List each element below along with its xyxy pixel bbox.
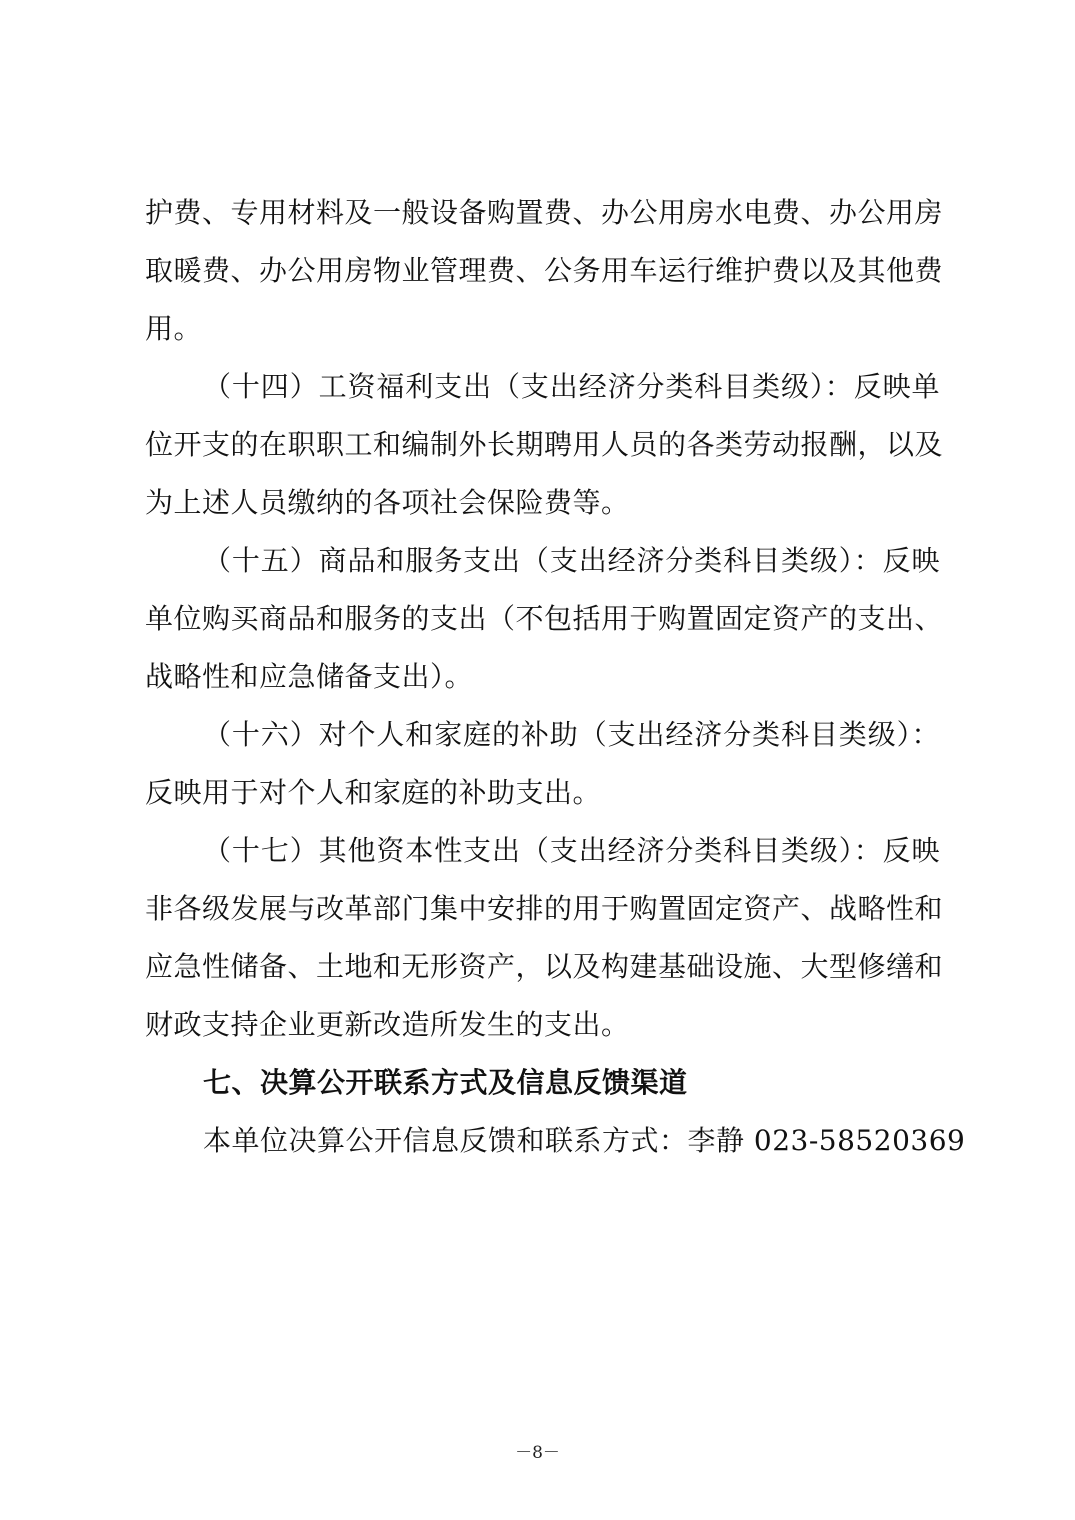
text-line: （十七）其他资本性支出（支出经济分类科目类级）：反映 xyxy=(203,834,940,867)
paragraph-item-15 xyxy=(145,532,944,706)
text-line: 战略性和应急储备支出）。 xyxy=(145,660,474,693)
text-line: 财政支持企业更新改造所发生的支出。 xyxy=(145,1008,630,1041)
section-heading: 七、决算公开联系方式及信息反馈渠道 xyxy=(203,1066,688,1099)
text-line: 用。 xyxy=(145,312,203,345)
text-line: 位开支的在职职工和编制外长期聘用人员的各类劳动报酬，以及 xyxy=(145,428,944,461)
text-line: 非各级发展与改革部门集中安排的用于购置固定资产、战略性和 xyxy=(145,892,944,925)
document-body xyxy=(145,184,966,1170)
text-line: （十四）工资福利支出（支出经济分类科目类级）：反映单 xyxy=(203,370,940,403)
text-line: 应急性储备、土地和无形资产，以及构建基础设施、大型修缮和 xyxy=(145,950,944,983)
text-line: 护费、专用材料及一般设备购置费、办公用房水电费、办公用房 xyxy=(145,196,944,229)
paragraph-item-16 xyxy=(145,706,940,822)
text-line: 单位购买商品和服务的支出（不包括用于购置固定资产的支出、 xyxy=(145,602,944,635)
page-number: －8－ xyxy=(515,1443,560,1463)
paragraph-item-17 xyxy=(145,822,944,1054)
continuation-paragraph xyxy=(145,184,944,358)
text-line: （十五）商品和服务支出（支出经济分类科目类级）：反映 xyxy=(203,544,940,577)
paragraph-item-14 xyxy=(145,358,944,532)
text-line: 为上述人员缴纳的各项社会保险费等。 xyxy=(145,486,630,519)
text-line: 反映用于对个人和家庭的补助支出。 xyxy=(145,776,602,809)
text-line: （十六）对个人和家庭的补助（支出经济分类科目类级）： xyxy=(203,718,940,751)
contact-line: 本单位决算公开信息反馈和联系方式：李静 023-58520369 xyxy=(203,1124,966,1157)
text-line: 取暖费、办公用房物业管理费、公务用车运行维护费以及其他费 xyxy=(145,254,944,287)
